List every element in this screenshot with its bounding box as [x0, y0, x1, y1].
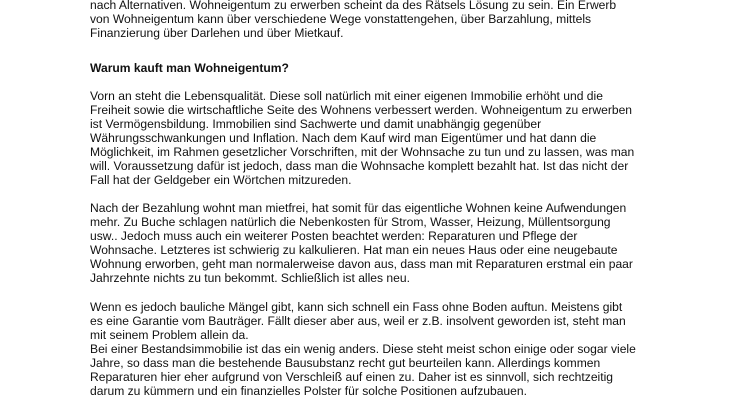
text-line: Finanzierung über Darlehen und über Mietkauf.: [90, 26, 344, 40]
text-line: Freiheit sowie die wirtschaftliche Seite des Wohnens verbessert werden. Wohneigentum zu erwerben: [90, 103, 633, 117]
text-line: Reparaturen hier eher aufgrund von Verschleiß auf einen zu. Daher ist es sinnvoll, sich rechtzeitig: [90, 370, 614, 384]
text-line: es eine Garantie vom Bauträger. Fällt dieser aber aus, weil er z.B. insolvent geworden ist, steht man: [90, 314, 626, 328]
text-line: Fall hat der Geldgeber ein Wörtchen mitzureden.: [90, 173, 352, 187]
text-line: ist Vermögensbildung. Immobilien sind Sachwerte und damit unabhängig gegenüber: [90, 117, 542, 131]
text-line: Jahre, so dass man die bestehende Bausubstanz recht gut beurteilen kann. Allerdings kommen: [90, 356, 601, 370]
text-line: mit seinem Problem allein da.: [90, 328, 249, 342]
text-line: Währungsschwankungen und Inflation. Nach dem Kauf wird man Eigentümer und hat dann die: [90, 131, 597, 145]
text-line: Bei einer Bestandsimmobilie ist das ein wenig anders. Diese steht meist schon einige oder sogar viele: [90, 342, 636, 356]
text-line: Jahrzehnte nichts zu tun bekommt. Schließlich ist alles neu.: [90, 271, 410, 285]
text-line: usw.. Jedoch muss auch ein weiterer Posten beachtet werden: Reparaturen und Pflege der: [90, 229, 578, 243]
text-line: darum zu kümmern und ein finanzielles Polster für solche Positionen aufzubauen.: [90, 384, 527, 398]
text-line: Möglichkeit, im Rahmen gesetzlicher Vorschriften, mit der Wohnsache zu tun und zu lassen, was man: [90, 145, 635, 159]
section-heading: Warum kauft man Wohneigentum?: [90, 61, 289, 75]
text-line: will. Voraussetzung dafür ist jedoch, dass man die Wohnsache komplett bezahlt hat. Ist das nicht der: [90, 159, 629, 173]
text-line: Vorn an steht die Lebensqualität. Diese soll natürlich mit einer eigenen Immobilie erhöht und die: [90, 89, 603, 103]
text-line: Nach der Bezahlung wohnt man mietfrei, hat somit für das eigentliche Wohnen keine Aufwendungen: [90, 201, 627, 215]
text-line: von Wohneigentum kann über verschiedene Wege vonstattengehen, über Barzahlung, mittels: [90, 12, 592, 26]
text-line: Wenn es jedoch bauliche Mängel gibt, kann sich schnell ein Fass ohne Boden auftun. Meistens gibt: [90, 300, 623, 314]
text-line: mehr. Zu Buche schlagen natürlich die Nebenkosten für Strom, Wasser, Heizung, Müllentsorgung: [90, 215, 611, 229]
text-line: Wohnung erworben, geht man normalerweise davon aus, dass man mit Reparaturen erstmal ein paar: [90, 257, 633, 271]
text-line: nach Alternativen. Wohneigentum zu erwerben scheint da des Rätsels Lösung zu sein. Ein Erwerb: [90, 0, 617, 12]
text-line: Wohnsache. Letzteres ist schwierig zu kalkulieren. Hat man ein neues Haus oder eine neugebaute: [90, 243, 618, 257]
